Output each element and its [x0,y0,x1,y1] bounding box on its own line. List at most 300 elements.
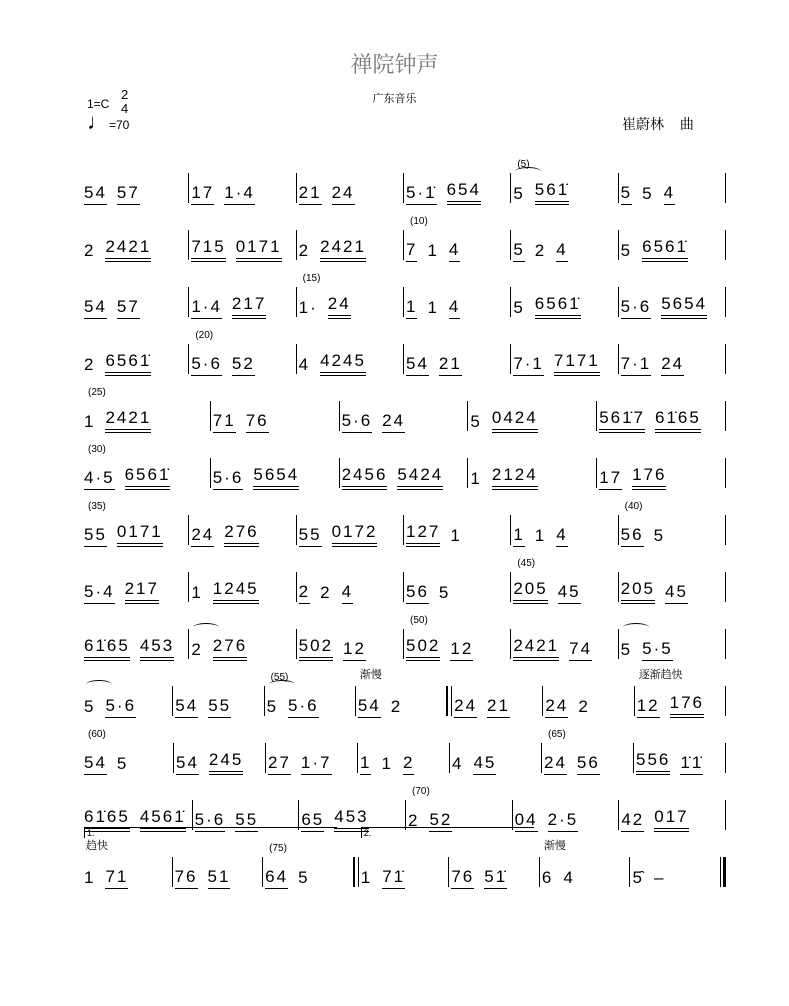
note-group: 176 [632,465,666,490]
note-group: 276 [213,636,247,661]
note-group: 5·6 [105,696,136,718]
note-group: 0424 [492,408,538,433]
measure [82,828,172,889]
note-group: 5 [513,298,525,317]
note-group: 51̇ [484,867,507,889]
measure [340,450,468,490]
note-group: 5654 [253,465,299,490]
note-group: 4 [449,297,460,319]
tempo-value: =70 [109,118,130,132]
note-group: 2421 [320,237,366,262]
note-group: 1 [191,583,203,602]
note-group: 5 [653,526,666,545]
note-group: 64 [265,867,288,889]
measure [297,165,403,205]
staff-row [82,433,726,490]
slur-mark [623,623,649,632]
score-title: 禅院钟声 [350,53,439,78]
measure [189,507,295,547]
measure [82,729,173,775]
note-group: 61̇65 [655,408,701,433]
measure [619,336,725,376]
note-group: 502 [406,636,440,661]
measure-number: (70) [412,786,430,797]
measure-number: (25) [88,387,106,398]
measure-number: (20) [195,330,214,341]
barline [725,458,726,488]
note-group: 76 [451,867,474,889]
note-group: 5·6 [195,810,226,832]
measure [189,222,295,262]
note-group: 2 [298,241,311,260]
composer: 崔蔚林 曲 [622,116,694,132]
note-group: 276 [224,522,258,547]
note-group: 1 [84,412,96,431]
measure [297,621,403,661]
measure [193,792,299,832]
measure [211,393,339,433]
note-group: 4 [556,240,567,262]
note-group: 0171 [117,522,163,547]
score-subtitle: 广东音乐 [372,93,417,105]
note-group: 2 [403,753,414,775]
note-group: 4 [556,525,567,547]
note-group: 2 [191,640,203,659]
note-group: 6561̇ [535,294,581,319]
time-bottom: 4 [121,101,129,116]
note-group: 1 [360,868,373,887]
measure-number: (10) [409,216,428,227]
measure [82,621,188,661]
note-group: 7 [406,240,417,262]
note-group: 61̇65 [84,636,130,661]
measure [82,279,188,319]
note-group: 76 [246,411,269,433]
measure [82,387,210,433]
measure [404,165,510,205]
measure [297,507,403,547]
note-group: 21 [487,696,510,718]
note-group: 51 [208,867,231,889]
note-group: 205 [513,579,547,604]
note-group: 5 [470,412,482,431]
note-group: 5 [513,240,524,262]
note-group: 54 [176,753,199,775]
measure [450,735,541,775]
key-signature: 1=C [87,97,110,111]
measure [297,564,403,604]
measure [406,786,512,832]
note-group: 42 [621,810,644,832]
note-group: 21 [299,183,322,205]
note-group: 6 [541,868,554,887]
note-group: 12 [637,696,660,718]
measure [619,279,725,319]
note-group: 71̇ [382,867,405,889]
measure [511,558,617,604]
staff-row [82,604,726,661]
measure [511,507,617,547]
note-group: 5 [116,754,129,773]
measure [452,678,542,718]
measure [266,735,357,775]
measure [189,621,295,661]
note-group: 1 [470,469,482,488]
note-group: 2 [84,355,96,374]
staff-row [82,319,726,376]
measure [358,735,449,775]
tempo-direction: 逐渐趋快 [638,669,683,681]
note-group: 5 [642,184,654,203]
note-group: 24 [191,525,214,547]
note-group: 5 [620,241,633,260]
note-group: 1· [298,298,318,317]
note-group: 1 [406,297,417,319]
note-group: 017 [654,807,688,832]
note-group: 205 [621,579,655,604]
note-group: 54 [406,354,429,376]
note-group: 5̑ [632,868,644,887]
barline [725,287,726,317]
note-group: 1 [84,868,96,887]
measure [635,669,725,718]
note-group: 176 [670,693,704,718]
note-group: 5424 [397,465,443,490]
measure [543,678,633,718]
measure [265,672,355,718]
barline [725,515,726,545]
measure [468,450,596,490]
note-group: 1·4 [224,183,255,205]
note-group: 6561̇ [105,351,151,376]
staff-row [82,148,726,205]
tempo-marking [87,109,130,134]
measure [340,393,468,433]
note-group: 654 [447,180,481,205]
note-group: 5 [621,183,632,205]
note-group: 2·5 [548,810,579,832]
measure-number: (15) [302,273,321,284]
slur-mark [269,680,295,689]
note-group: 52 [232,354,255,376]
measure [189,330,295,376]
measure-number: (50) [409,615,428,626]
note-group: 2 [299,582,310,604]
measure [82,222,188,262]
note-group: 54 [358,696,381,718]
note-group: 24 [545,696,568,718]
barline [725,401,726,431]
note-group: 5·4 [84,582,115,604]
note-group: 24 [382,411,405,433]
measure [511,159,617,205]
measure [597,450,725,490]
note-group: 4 [664,183,675,205]
measure [404,279,510,319]
measure [511,222,617,262]
note-group: – [653,868,666,887]
note-group: 556 [636,750,670,775]
note-group: 5·6 [213,468,244,490]
note-group: 561̇ [535,180,569,205]
note-group: 24 [661,354,684,376]
measure [511,336,617,376]
note-group: 2421 [513,636,559,661]
note-group: 4245 [320,351,366,376]
note-group: 54 [84,183,107,205]
note-group: 2456 [342,465,388,490]
note-group: 7171 [554,351,600,376]
measure [82,336,188,376]
measure [404,615,510,661]
note-group: 65 [301,810,324,832]
note-group: 0172 [332,522,378,547]
staff-row [82,828,726,889]
note-group: 74 [569,639,592,661]
note-group: 4 [563,868,575,887]
note-group: 24 [454,696,477,718]
note-group: 56 [621,525,644,547]
note-group: 217 [232,294,266,319]
note-group: 5 [513,184,525,203]
measure [82,564,188,604]
note-group: 12 [343,639,366,661]
note-group: 45 [473,753,496,775]
final-barline [720,857,726,887]
note-group: 2 [408,811,420,830]
measure [189,279,295,319]
measure [356,669,446,718]
note-group: 54 [84,753,107,775]
note-group: 715 [191,237,225,262]
volta-bracket: 2. [361,827,534,838]
measure [619,222,725,262]
measure [542,729,633,775]
note-group: 17 [191,183,214,205]
measure [211,450,339,490]
note-group: 57 [117,183,140,205]
measure [619,501,725,547]
note-group: 1·4 [191,297,222,319]
measure [540,840,630,889]
measure [173,678,263,718]
note-group: 04 [515,810,538,832]
slur-mark [193,623,219,632]
quarter-note-icon: ♩ [87,109,109,134]
note-group: 1 [381,754,393,773]
note-group: 7·1 [513,354,544,376]
note-group: 453 [334,807,368,832]
note-group: 45 [665,582,688,604]
measure [634,735,725,775]
staff-row [82,376,726,433]
note-group: 7·1 [621,354,652,376]
measure [468,393,596,433]
note-group: 1 [427,241,439,260]
measure-number: (5) [517,159,530,170]
staff-row [82,775,726,832]
measure [404,564,510,604]
score-body [82,148,726,889]
measure [82,165,188,205]
measure-number: (55) [270,672,289,683]
note-group: 1 [427,298,439,317]
measure [189,564,295,604]
barline [725,572,726,602]
note-group: 54 [175,696,198,718]
measure-number: (40) [624,501,643,512]
note-group: 24 [332,183,355,205]
note-group: 5·6 [288,696,319,718]
note-group: 76 [175,867,198,889]
note-group: 6561̇ [642,237,688,262]
measure [82,678,172,718]
measure [189,165,295,205]
note-group: 1·7 [301,753,332,775]
measure [404,336,510,376]
note-group: 4 [449,240,460,262]
note-group: 2 [84,241,96,260]
barline [725,344,726,374]
note-group: 57 [117,297,140,319]
note-group: 56 [406,582,429,604]
measure [173,849,263,889]
note-group: 1 [513,525,524,547]
measure [449,849,539,889]
note-group: 21 [439,354,462,376]
measure [297,273,403,319]
note-group: 71 [105,867,128,889]
note-group: 4561̇ [140,807,186,832]
note-group: 5·5 [642,639,673,661]
note-group: 55 [208,696,231,718]
note-group: 5 [266,697,279,716]
note-group: 55 [299,525,322,547]
note-group: 5·1̇ [406,183,437,205]
note-group: 5·6 [621,297,652,319]
note-group: 453 [140,636,174,661]
barline [725,173,726,203]
measure [263,843,353,889]
note-group: 2 [578,697,590,716]
time-top: 2 [121,87,129,102]
staff-row [82,262,726,319]
note-group: 245 [209,750,243,775]
note-group: 4 [298,355,311,374]
note-group: 5 [438,583,451,602]
tempo-direction: 趋快 [86,840,108,852]
measure [82,444,210,490]
note-group: 2124 [492,465,538,490]
note-group: 0171 [236,237,282,262]
note-group: 2 [390,697,403,716]
tempo-direction: 渐慢 [359,669,382,681]
measure [630,849,720,889]
measure [511,621,617,661]
measure [404,507,510,547]
measure [619,621,725,661]
note-group: 24 [328,294,351,319]
barline [725,686,726,716]
note-group: 17 [599,468,622,490]
staff-row [82,718,726,775]
note-group: 4·5 [84,468,115,490]
staff-row [82,490,726,547]
tempo-direction: 渐慢 [543,840,566,852]
measure-number: (45) [517,558,536,569]
measure [619,792,725,832]
note-group: 6561̇ [125,465,171,490]
note-group: 5·6 [191,354,222,376]
note-group: 5654 [661,294,707,319]
staff-row [82,205,726,262]
measure-number: (35) [88,501,106,512]
note-group: 4 [342,582,353,604]
measure-number: (60) [88,729,106,740]
measure [619,165,725,205]
barline [725,629,726,659]
note-group: 561̇7 [599,408,645,433]
measure-number: (30) [88,444,106,455]
note-group: 5 [84,697,96,716]
staff-row [82,661,726,718]
note-group: 71 [213,411,236,433]
note-group: 1245 [213,579,259,604]
barline [725,230,726,260]
note-group: 27 [268,753,291,775]
barline [725,800,726,830]
staff-row [82,547,726,604]
barline [725,743,726,773]
note-group: 55 [84,525,107,547]
note-group: 1 [360,753,371,775]
note-group: 1 [450,526,462,545]
measure [511,279,617,319]
note-group: 502 [299,636,333,661]
note-group: 24 [544,753,567,775]
note-group: 127 [406,522,440,547]
measure [513,792,619,832]
measure [174,735,265,775]
measure [297,222,403,262]
measure [597,393,725,433]
note-group: 4 [452,754,464,773]
note-group: 55 [235,810,258,832]
measure [297,336,403,376]
note-group: 61̇65 [84,807,130,832]
note-group: 2 [320,583,332,602]
measure-number: (75) [269,843,287,854]
note-group: 5 [298,868,310,887]
volta-bracket: 1. [84,827,337,838]
note-group: 54 [84,297,107,319]
note-group: 52 [429,810,452,832]
note-group: 5·6 [342,411,373,433]
note-group: 56 [577,753,600,775]
note-group: 217 [125,579,159,604]
note-group: 12 [450,639,473,661]
note-group: 45 [558,582,581,604]
measure-number: (65) [548,729,566,740]
note-group: 1 [534,526,547,545]
slur-mark [86,680,112,689]
note-group: 2421 [105,237,151,262]
measure [404,216,510,262]
measure [82,501,188,547]
measure [299,792,405,832]
note-group: 2421 [105,408,151,433]
note-group: 5 [620,640,633,659]
